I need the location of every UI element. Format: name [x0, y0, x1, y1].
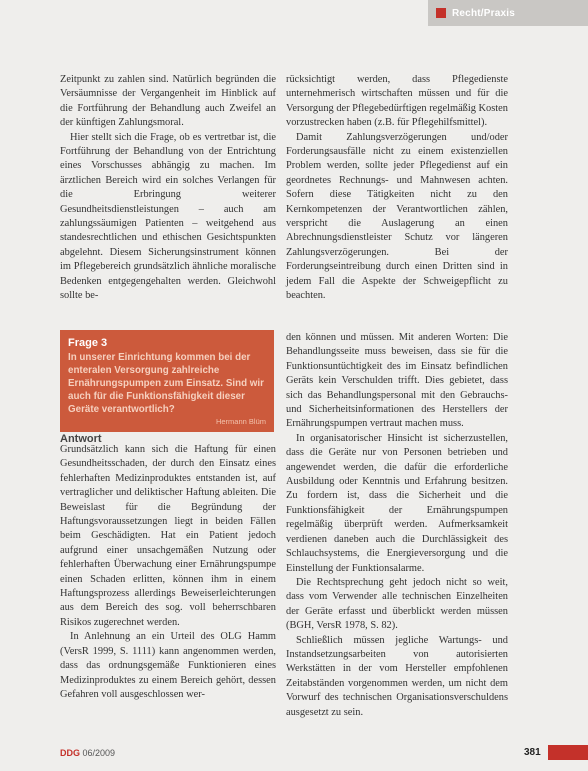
paragraph: Damit Zahlungsverzögerungen und/oder Forderungsausfälle nicht zu einem existenziellen Problem werden, sollte jeder Pflegedienst auf ein geordnetes Rechnungs- und Mahnwesen achten. Sofern diese Tätigkeiten nicht zu den Kernkompetenzen der Verantwortlichen zählen, verspricht die Auslagerung an einen Abrechnungsdienstleister Schutz vor längeren Zahlungsverzögerungen. Bei der Forderungseintreibung durch einen Dritten sind in jedem Fall die Aspekte der Schweigepflicht zu beachten.	[286, 131, 508, 302]
paragraph: Schließlich müssen jegliche Wartungs- und Instandsetzungsarbeiten von autorisierten Werkstätten in der vom Hersteller empfohlenen Zeitabständen vorgenommen werden, um nicht dem Vorwurf des technischen Organisationsverschuldens ausgesetzt zu sein.	[286, 634, 508, 718]
question-box	[60, 330, 274, 432]
section-marker-square	[436, 8, 446, 18]
paragraph: Zeitpunkt zu zahlen sind. Natürlich begründen die Versäumnisse der Vergangenheit im Hinblick auf die Fortführung der Behandlung auch Zweifel an der künftigen Zahlungsmoral.	[60, 74, 276, 129]
footer-accent-bar	[548, 745, 588, 760]
column-left-bottom	[60, 443, 276, 702]
paragraph: Die Rechtsprechung geht jedoch nicht so weit, dass vom Verwender alle technischen Einzelheiten der Geräte erfasst und überblickt werden müssen (BGH, VersR 1978, S. 82).	[286, 576, 508, 632]
page-number: 381	[524, 747, 541, 758]
footer-brand: DDG	[60, 748, 80, 758]
paragraph: In organisatorischer Hinsicht ist sicherzustellen, dass die Geräte nur von Personen betrieben und angewendet werden, die dafür die erforderliche Ausbildung oder Kenntnis und Erfahrung besitzen. Zu fordern ist, dass die Sicherheit und die Funktionsfähigkeit der Ernährungspumpen regelmäßig überprüft werden. Aufmerksamkeit verdienen daneben auch die Durchlässigkeit des Schlauchsystems, die Energieversorgung und die Einstellung der Funktionsalarme.	[286, 432, 508, 574]
paragraph: Grundsätzlich kann sich die Haftung für einen Gesundheitsschaden, der durch den Einsatz eines fehlerhaften Medizinproduktes entstanden ist, auf vertraglicher und deliktischer Haftung ableiten. Die Beweislast für die Begründung der Haftungsvoraussetzungen liegt in beiden Fällen beim Geschädigten. Hat ein Patient jedoch aufgrund einer unsachgemäßen Nutzung oder fehlerhaften Überwachung einer Ernährungspumpe einen Schaden erlitten, können ihm in einem Haftungsprozess allerdings Beweiserleichterungen aus dem Bereich des sog. voll beherrschbaren Risikos zugerechnet werden.	[60, 444, 276, 628]
column-right-bottom	[286, 331, 508, 720]
footer-issue-number: 06/2009	[82, 748, 116, 758]
paragraph: rücksichtigt werden, dass Pflegedienste unternehmerisch wirtschaften müssen und für die Versorgung der Pflegebedürftigen regelmäßig Kosten vorzustrecken haben (z.B. für Pflegehilfsmittel).	[286, 74, 508, 129]
question-author: Hermann Blüm	[215, 417, 266, 426]
section-header-tag	[428, 0, 588, 26]
question-heading: Frage 3	[68, 337, 108, 349]
paragraph: Hier stellt sich die Frage, ob es vertretbar ist, die Fortführung der Behandlung von der Entrichtung eines Vorschusses abhängig zu machen. Im ärztlichen Bereich wird ein solches Verlangen für die Erbringung weiterer Gesundheitsdienstleistungen – auch am zahlungssäumigen Patienten – weitgehend aus standesrechtlichen und ethischen Gesichtspunkten abgelehnt. Diesem Sicherungsinstrument können im Pflegebereich grundsätzlich ähnliche moralische Bedenken entgegengehalten werden. Gleichwohl sollte be-	[60, 131, 276, 302]
footer-issue	[60, 748, 115, 758]
column-right-top	[286, 73, 508, 304]
paragraph: den können und müssen. Mit anderen Worten: Die Behandlungsseite muss beweisen, dass sie für die Funktionsuntüchtigkeit des im Einsatz befindlichen Geräts kein Verschulden trifft. Dies gebietet, dass sich das Behandlungspersonal mit den Gebrauchs- und Sicherheitsinformationen des Herstellers der Ernährungspumpen vertraut machen muss.	[286, 332, 508, 430]
question-text: In unserer Einrichtung kommen bei der enteralen Versorgung zahlreiche Ernährungspumpen zum Einsatz. Sind wir auch für die Funktionsfähigkeit dieser Geräte verantwortlich?	[68, 352, 264, 415]
paragraph: In Anlehnung an ein Urteil des OLG Hamm (VersR 1999, S. 1111) kann angenommen werden, dass das ordnungsgemäße Funktionieren eines Medizinproduktes zu einem Bereich gehört, dessen Gefahren voll ausgeschlossen wer-	[60, 631, 276, 700]
answer-heading: Antwort	[60, 433, 102, 445]
section-label: Recht/Praxis	[452, 7, 515, 19]
column-left-top	[60, 73, 276, 304]
